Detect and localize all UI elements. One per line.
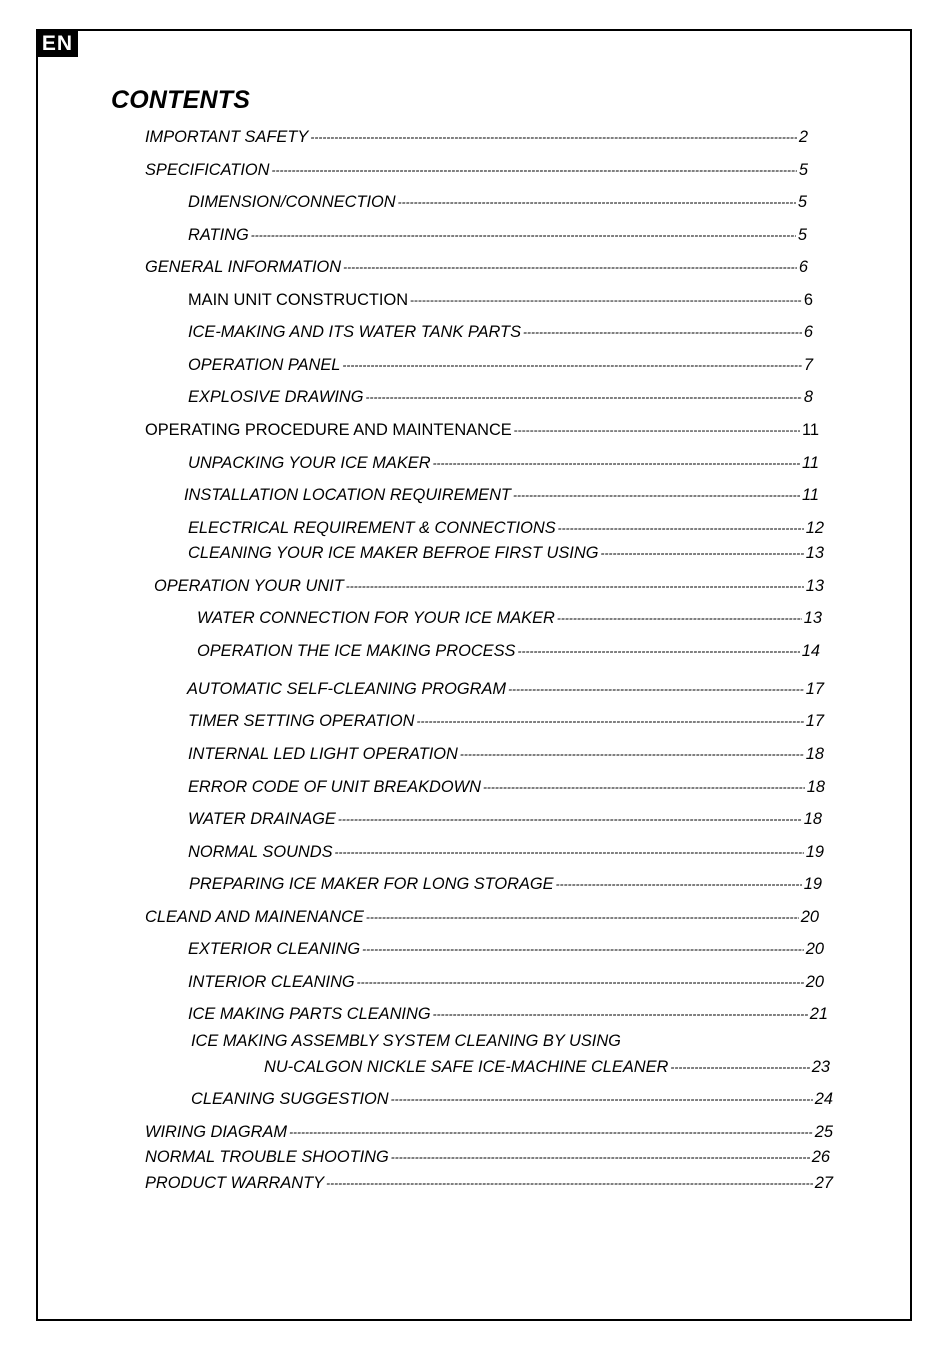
- toc-entry-page: 6: [798, 257, 808, 276]
- toc-leader: [357, 971, 804, 993]
- toc-entry-page: 17: [805, 711, 824, 730]
- toc-entry-page: 6: [803, 322, 813, 341]
- toc-entry-page: 23: [811, 1057, 830, 1076]
- toc-entry[interactable]: [188, 971, 824, 993]
- toc-entry-page: 5: [798, 160, 808, 179]
- toc-entry[interactable]: [188, 354, 813, 376]
- toc-leader: [460, 743, 804, 765]
- toc-entry-page: 7: [803, 355, 813, 374]
- toc-entry-page: 20: [805, 972, 824, 991]
- toc-entry-page: 17: [805, 679, 824, 698]
- toc-entry[interactable]: [145, 906, 819, 928]
- toc-entry-label: AUTOMATIC SELF-CLEANING PROGRAM: [187, 679, 507, 698]
- toc-entry[interactable]: [145, 1172, 833, 1194]
- toc-entry[interactable]: [145, 419, 819, 441]
- toc-leader: [391, 1146, 810, 1168]
- toc-entry[interactable]: [191, 1088, 833, 1110]
- toc-entry[interactable]: [188, 224, 807, 246]
- toc-entry[interactable]: [188, 191, 807, 213]
- toc-entry-page: 19: [803, 874, 822, 893]
- toc-entry-page: 2: [798, 127, 808, 146]
- toc-leader: [514, 419, 800, 441]
- toc-entry-label: CLEAND AND MAINENANCE: [145, 907, 364, 926]
- toc-entry-page: 5: [797, 192, 807, 211]
- toc-entry-label: NORMAL SOUNDS: [188, 842, 333, 861]
- toc-leader: [556, 873, 802, 895]
- toc-entry[interactable]: [188, 808, 822, 830]
- toc-entry-page: 26: [811, 1147, 830, 1166]
- toc-entry-label: SPECIFICATION: [145, 160, 270, 179]
- toc-entry-label: UNPACKING YOUR ICE MAKER: [188, 453, 431, 472]
- toc-entry[interactable]: [184, 484, 819, 506]
- toc-entry-page: 25: [814, 1122, 833, 1141]
- toc-entry[interactable]: [188, 776, 825, 798]
- toc-entry-page: 20: [800, 907, 819, 926]
- toc-entry[interactable]: [188, 1003, 828, 1025]
- toc-entry-page: 18: [803, 809, 822, 828]
- toc-entry-label: DIMENSION/CONNECTION: [188, 192, 396, 211]
- toc-entry-label: NU-CALGON NICKLE SAFE ICE-MACHINE CLEANER: [264, 1057, 669, 1076]
- toc-leader: [342, 354, 801, 376]
- toc-entry-continuation: ICE MAKING ASSEMBLY SYSTEM CLEANING BY USING: [191, 1032, 621, 1050]
- toc-entry-label: ICE MAKING PARTS CLEANING: [188, 1004, 431, 1023]
- toc-entry[interactable]: [188, 517, 824, 539]
- toc-entry-page: 8: [803, 387, 813, 406]
- language-badge: EN: [37, 30, 78, 57]
- toc-leader: [310, 126, 797, 148]
- toc-entry-label: ELECTRICAL REQUIREMENT & CONNECTIONS: [188, 518, 556, 537]
- toc-entry-label: WATER CONNECTION FOR YOUR ICE MAKER: [197, 608, 555, 627]
- toc-leader: [366, 386, 802, 408]
- toc-entry-label: ICE-MAKING AND ITS WATER TANK PARTS: [188, 322, 522, 341]
- toc-leader: [391, 1088, 813, 1110]
- toc-entry-page: 13: [803, 608, 822, 627]
- toc-leader: [416, 710, 803, 732]
- toc-leader: [251, 224, 796, 246]
- toc-entry[interactable]: [187, 678, 824, 700]
- toc-entry[interactable]: [145, 126, 808, 148]
- toc-entry-page: 13: [805, 576, 824, 595]
- toc-leader: [558, 517, 804, 539]
- toc-entry[interactable]: [188, 321, 813, 343]
- toc-leader: [557, 607, 802, 629]
- toc-leader: [326, 1172, 813, 1194]
- toc-entry-label: EXTERIOR CLEANING: [188, 939, 361, 958]
- toc-entry-page: 18: [805, 744, 824, 763]
- toc-entry-page: 11: [801, 420, 819, 439]
- toc-entry-label: OPERATION PANEL: [188, 355, 341, 374]
- toc-entry[interactable]: [188, 710, 824, 732]
- toc-entry[interactable]: [188, 386, 813, 408]
- toc-entry-label: OPERATION YOUR UNIT: [154, 576, 344, 595]
- toc-entry-page: 11: [801, 485, 819, 504]
- toc-entry[interactable]: [145, 1121, 833, 1143]
- toc-entry-label: IMPORTANT SAFETY: [145, 127, 309, 146]
- toc-entry-label: INSTALLATION LOCATION REQUIREMENT: [184, 485, 511, 504]
- toc-entry-page: 6: [803, 290, 813, 309]
- toc-entry-page: 19: [805, 842, 824, 861]
- toc-entry-page: 24: [814, 1089, 833, 1108]
- toc-leader: [433, 1003, 808, 1025]
- toc-entry-label: OPERATION THE ICE MAKING PROCESS: [197, 641, 516, 660]
- toc-leader: [343, 256, 797, 278]
- toc-entry-page: 18: [806, 777, 825, 796]
- toc-leader: [523, 321, 802, 343]
- toc-entry-label: OPERATING PROCEDURE AND MAINTENANCE: [145, 420, 512, 439]
- toc-leader: [600, 542, 803, 564]
- toc-leader: [483, 776, 805, 798]
- toc-entry-label: CLEANING SUGGESTION: [191, 1089, 389, 1108]
- toc-entry-label: ERROR CODE OF UNIT BREAKDOWN: [188, 777, 481, 796]
- toc-leader: [346, 575, 804, 597]
- toc-entry[interactable]: [145, 1146, 830, 1168]
- toc-leader: [670, 1056, 809, 1078]
- toc-leader: [271, 159, 796, 181]
- toc-entry-page: 12: [805, 518, 824, 537]
- toc-leader: [433, 452, 800, 474]
- toc-entry[interactable]: [197, 607, 822, 629]
- toc-entry[interactable]: [145, 159, 808, 181]
- toc-leader: [289, 1121, 813, 1143]
- toc-leader: [410, 289, 802, 311]
- toc-entry-label: TIMER SETTING OPERATION: [188, 711, 415, 730]
- toc-leader: [508, 678, 804, 700]
- toc-entry-page: 13: [805, 543, 824, 562]
- toc-entry[interactable]: [197, 640, 820, 662]
- toc-entry-page: 14: [801, 641, 820, 660]
- toc-entry[interactable]: [189, 873, 822, 895]
- toc-leader: [513, 484, 800, 506]
- toc-entry-label: NORMAL TROUBLE SHOOTING: [145, 1147, 389, 1166]
- toc-entry[interactable]: [188, 542, 824, 564]
- toc-leader: [366, 906, 799, 928]
- toc-leader: [338, 808, 802, 830]
- toc-entry[interactable]: [188, 289, 813, 311]
- toc-entry-label: PRODUCT WARRANTY: [145, 1173, 325, 1192]
- toc-leader: [517, 640, 799, 662]
- toc-entry-page: 11: [801, 453, 819, 472]
- toc-leader: [362, 938, 804, 960]
- toc-entry[interactable]: [154, 575, 824, 597]
- toc-entry-label: WIRING DIAGRAM: [145, 1122, 288, 1141]
- toc-entry-page: 20: [805, 939, 824, 958]
- toc-entry-label: MAIN UNIT CONSTRUCTION: [188, 290, 409, 309]
- toc-entry-label: EXPLOSIVE DRAWING: [188, 387, 364, 406]
- toc-entry-label: INTERNAL LED LIGHT OPERATION: [188, 744, 458, 763]
- toc-entry-label: WATER DRAINAGE: [188, 809, 336, 828]
- page-title: CONTENTS: [111, 86, 251, 114]
- toc-entry[interactable]: [188, 743, 824, 765]
- toc-entry-page: 27: [814, 1173, 833, 1192]
- toc-entry[interactable]: [264, 1056, 830, 1078]
- toc-entry[interactable]: [188, 841, 824, 863]
- toc-entry-label: PREPARING ICE MAKER FOR LONG STORAGE: [189, 874, 554, 893]
- toc-entry-page: 21: [809, 1004, 828, 1023]
- toc-entry-label: CLEANING YOUR ICE MAKER BEFROE FIRST USING: [188, 543, 599, 562]
- toc-leader: [335, 841, 804, 863]
- toc-entry-label: INTERIOR CLEANING: [188, 972, 355, 991]
- toc-entry[interactable]: [188, 452, 819, 474]
- toc-entry[interactable]: [145, 256, 808, 278]
- toc-leader: [398, 191, 796, 213]
- toc-entry-page: 5: [797, 225, 807, 244]
- toc-entry[interactable]: [188, 938, 824, 960]
- toc-entry-label: GENERAL INFORMATION: [145, 257, 342, 276]
- toc-entry-label: RATING: [188, 225, 249, 244]
